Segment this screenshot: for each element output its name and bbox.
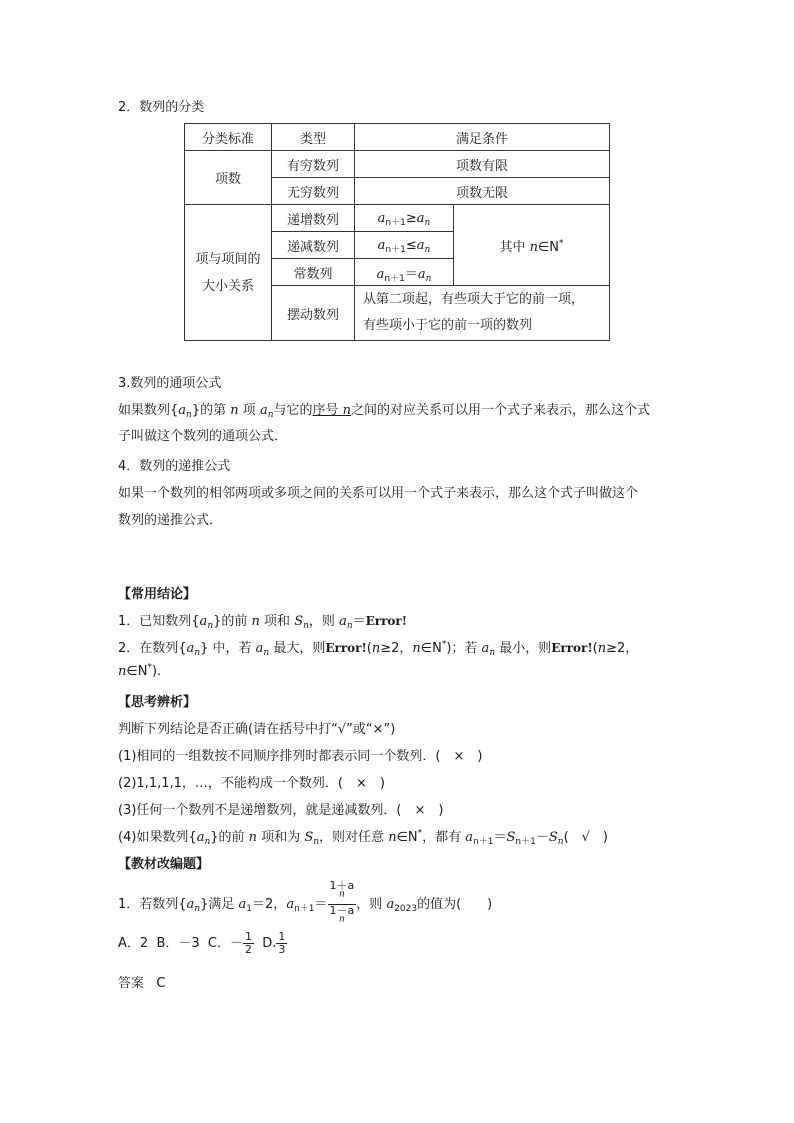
judgement-q4: (4)如果数列$\{a_n\}$的前 n 项和为 $S_n$，则对任意 n∈N*，都有 $a_{n+1}=S_{n+1}-S_n$( √ ) [118,828,609,847]
type-increasing: 递增数列 [272,205,355,232]
option-b: B．－3 [156,936,200,951]
condition-infinite: 项数无限 [355,178,610,205]
judgement-heading: 【思考辨析】 [118,695,197,710]
condition-where-n: 其中 n∈N* [454,205,610,286]
judgement-intro: 判断下列结论是否正确(请在括号中打“√”或“×”) [118,722,396,737]
option-d: D. $\frac{1}{3}$ [262,930,286,956]
condition-swinging: 从第二项起，有些项大于它的前一项， 有些项小于它的前一项的数列 [355,286,610,341]
answer-label: 答案 [118,976,145,991]
section-4-line1: 如果一个数列的相邻两项或多项之间的关系可以用一个式子来表示，那么这个式子叫做这个 [118,486,639,501]
option-a: A．2 [118,936,149,951]
criterion-magnitude-line1: 项与项间的 [195,251,261,267]
textbook-options [118,926,287,962]
table-row [185,151,610,178]
header-criterion: 分类标准 [185,124,272,151]
criterion-magnitude [185,205,272,341]
conclusions-heading: 【常用结论】 [118,587,197,602]
option-c: C．－ $\frac{1}{2}$ [207,930,252,956]
textbook-heading: 【教材改编题】 [118,857,210,872]
type-swinging: 摆动数列 [272,286,355,341]
criterion-magnitude-line2: 大小关系 [201,278,254,294]
judgement-q3: (3)任何一个数列不是递增数列，就是递减数列．( × ) [118,803,444,818]
judgement-q2: (2)1,1,1,1，…，不能构成一个数列．( × ) [118,776,385,791]
type-decreasing: 递减数列 [272,232,355,259]
section-4-line2: 数列的递推公式． [118,513,223,528]
section-3-heading: 3.数列的通项公式 [118,376,222,391]
judgement-q1: (1)相同的一组数按不同顺序排列时都表示同一个数列．( × ) [118,749,483,764]
textbook-q1: 1．若数列$\{a_n\}$满足 $a_1=2$，$a_{n+1}=$ 1＋a $^n$ 1－a $^n$ ，则 $a_{2023}$的值为( ) [118,880,492,916]
header-type: 类型 [272,124,355,151]
conclusion-item-2: 2．在数列$\{a_n\}$ 中，若 $a_n$ 最大，则Error!(n≥2，n∈N*)；若 $a_n$ 最小，则Error!(n≥2， [118,639,639,658]
classification-table [184,123,610,341]
condition-decreasing: $a_{n+1}\le a_n$ [355,232,454,259]
type-finite: 有穷数列 [272,151,355,178]
answer-value: C [156,976,166,991]
header-condition: 满足条件 [355,124,610,151]
table-header-row [185,124,610,151]
section-4-heading: 4．数列的递推公式 [118,459,231,474]
recurrence-fraction: 1＋a $^n$ 1－a $^n$ [329,879,355,925]
section-3-line2: 子叫做这个数列的通项公式． [118,429,288,444]
type-constant: 常数列 [272,259,355,286]
conclusion-item-2-cont: n∈N*). [118,662,162,679]
condition-constant: $a_{n+1}=a_n$ [355,259,454,286]
table-row [185,205,610,232]
condition-finite: 项数有限 [355,151,610,178]
condition-increasing: $a_{n+1}\ge a_n$ [355,205,454,232]
section-2-heading: 2．数列的分类 [118,100,205,115]
conclusion-item-1: 1．已知数列$\{a_n\}$的前 n 项和 $S_n$，则 $a_n=Error$! [118,614,408,631]
type-infinite: 无穷数列 [272,178,355,205]
criterion-count: 项数 [185,151,272,205]
answer [118,972,166,991]
section-3-line1: 如果数列$\{a_n\}$的第 n 项 $a_n$与它的序号 n之间的对应关系可以用一个式子来表示，那么这个式 [118,403,651,420]
